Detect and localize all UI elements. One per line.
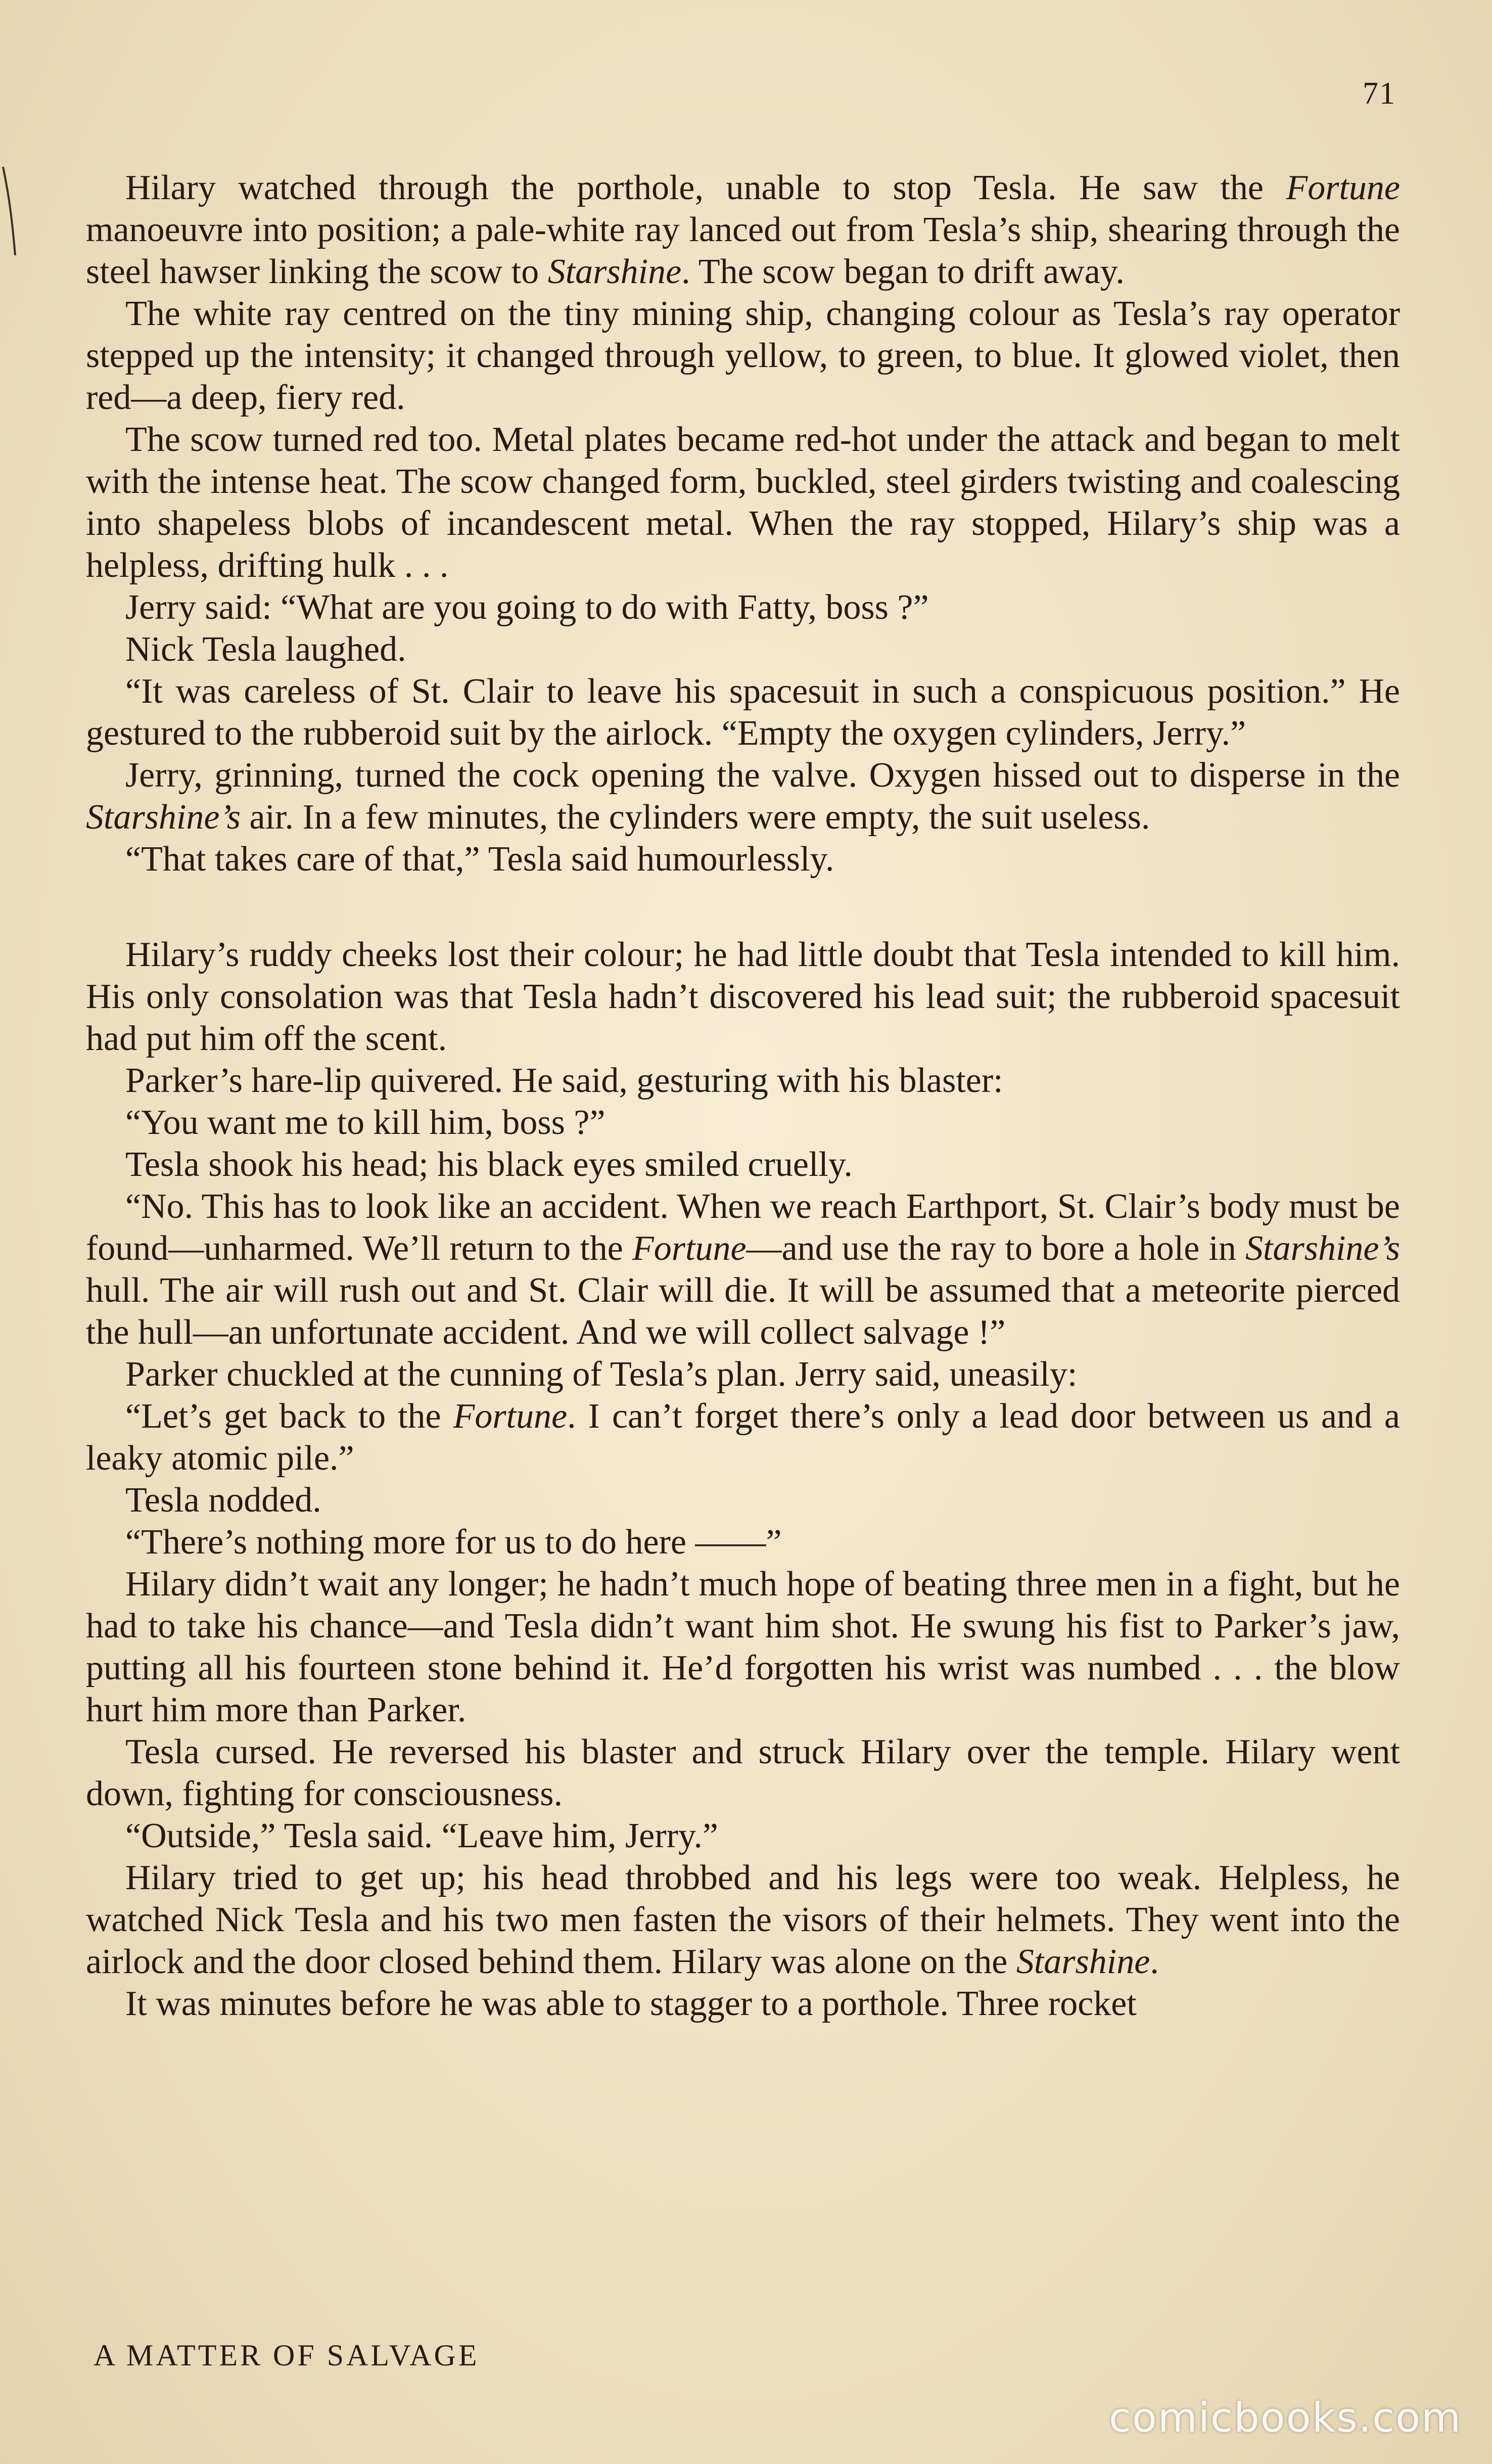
- paragraph: Hilary’s ruddy cheeks lost their colour; he had little doubt that Tesla intended to kill him. His only consolation was that Tesla hadn’t discovered his lead suit; the rubberoid spacesuit had put him off the scent.: [86, 935, 1400, 1058]
- paragraph: Parker chuckled at the cunning of Tesla’s plan. Jerry said, uneasily:: [125, 1355, 1078, 1394]
- paragraph: Hilary didn’t wait any longer; he hadn’t much hope of beating three men in a fight, but he had to take his chance—and Tesla didn’t want him shot. He swung his fist to Parker’s jaw, putting all his fourteen stone behind it. He’d forgotten his wrist was numbed . . . the blow hurt him more than Parker.: [86, 1565, 1400, 1729]
- paragraph: “It was careless of St. Clair to leave his spacesuit in such a conspicuous position.” He gestured to the rubberoid suit by the airlock. “Empty the oxygen cylinders, Jerry.”: [86, 672, 1400, 753]
- paragraph: “You want me to kill him, boss ?”: [125, 1103, 605, 1142]
- page-number: 71: [1363, 76, 1396, 111]
- paragraph: “Let’s get back to the Fortune. I can’t forget there’s only a lead door between us and a leaky atomic pile.”: [86, 1397, 1400, 1478]
- running-foot-title: A MATTER OF SALVAGE: [94, 2339, 480, 2372]
- watermark: comicbooks.com: [1108, 2394, 1462, 2441]
- paragraph: Tesla nodded.: [125, 1481, 321, 1520]
- paragraph: It was minutes before he was able to stagger to a porthole. Three rocket: [125, 1984, 1137, 2023]
- paragraph: The scow turned red too. Metal plates became red-hot under the attack and began to melt with the intense heat. The scow changed form, buckled, steel girders twisting and coalescing into shapeless blobs of incandescent metal. When the ray stopped, Hilary’s ship was a helpless, drifting hulk . . .: [86, 420, 1400, 585]
- paragraph: “There’s nothing more for us to do here ——”: [125, 1523, 782, 1562]
- paragraph: Jerry, grinning, turned the cock opening the valve. Oxygen hissed out to disperse in the Starshine’s air. In a few minutes, the cylinders were empty, the suit useless.: [86, 756, 1400, 837]
- paragraph: The white ray centred on the tiny mining ship, changing colour as Tesla’s ray operator stepped up the intensity; it changed through yellow, to green, to blue. It glowed violet, then red—a deep, fiery red.: [86, 294, 1400, 417]
- paragraph: Parker’s hare-lip quivered. He said, gesturing with his blaster:: [125, 1061, 1003, 1100]
- paragraph: Tesla cursed. He reversed his blaster and struck Hilary over the temple. Hilary went down, fighting for consciousness.: [86, 1732, 1400, 1813]
- paragraph: Hilary tried to get up; his head throbbed and his legs were too weak. Helpless, he watched Nick Tesla and his two men fasten the visors of their helmets. They went into the airlock and the door closed behind them. Hilary was alone on the Starshine.: [86, 1858, 1400, 1981]
- paragraph: Tesla shook his head; his black eyes smiled cruelly.: [125, 1145, 853, 1184]
- paragraph: “No. This has to look like an accident. When we reach Earthport, St. Clair’s body must be found—unharmed. We’ll return to the Fortune—and use the ray to bore a hole in Starshine’s hull. The air will rush out and St. Clair will die. It will be assumed that a meteorite pierced the hull—an unfortunate accident. And we will collect salvage !”: [86, 1187, 1401, 1352]
- paragraph: Nick Tesla laughed.: [125, 630, 406, 669]
- paragraph: “That takes care of that,” Tesla said humourlessly.: [125, 840, 834, 879]
- margin-pencil-mark: [0, 167, 20, 258]
- paragraph: Jerry said: “What are you going to do with Fatty, boss ?”: [125, 588, 929, 627]
- paragraph: Hilary watched through the porthole, unable to stop Tesla. He saw the Fortune manoeuvre into position; a pale-white ray lanced out from Tesla’s ship, shearing through the steel hawser linking the scow to Starshine. The scow began to drift away.: [86, 168, 1400, 291]
- story-text: [86, 167, 1400, 2025]
- paragraph: “Outside,” Tesla said. “Leave him, Jerry.”: [125, 1816, 718, 1855]
